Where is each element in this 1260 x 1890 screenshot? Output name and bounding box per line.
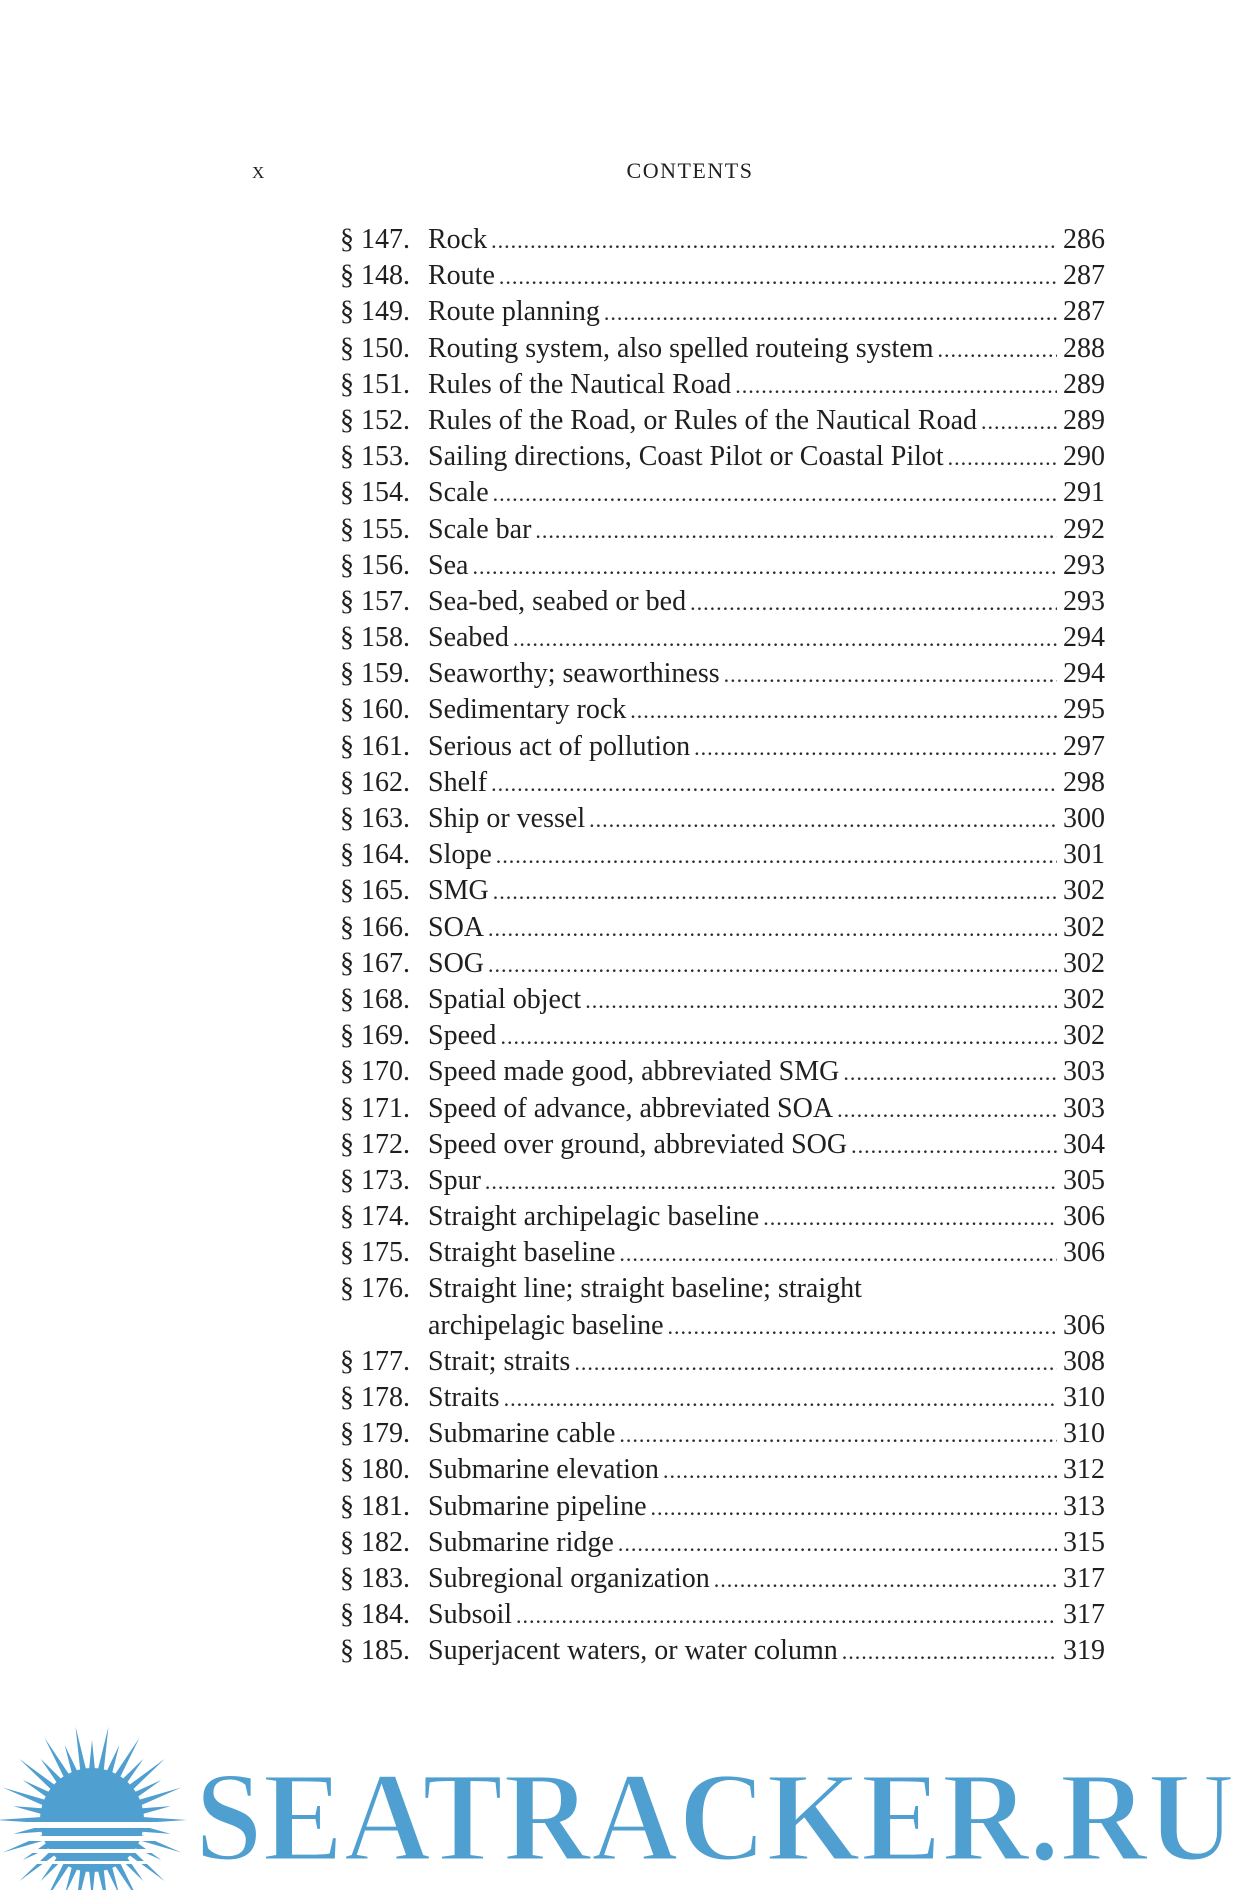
toc-entry[interactable] [340,548,1105,584]
dot-leader [630,693,1057,729]
section-number: § 165. [340,875,410,907]
toc-entry[interactable] [340,584,1105,620]
dot-leader [516,1598,1057,1634]
toc-entry[interactable] [340,910,1105,946]
entry-title: Straight line; straight baseline; straight [428,1273,862,1305]
toc-entry[interactable] [340,1199,1105,1235]
toc-entry[interactable] [340,222,1105,258]
entry-title: SOA [428,911,485,943]
entry-title: Serious act of pollution [428,730,691,762]
section-number: § 166. [340,911,410,943]
page-header [250,158,1130,188]
dot-leader [837,1092,1057,1128]
page-number: 291 [1063,477,1105,509]
section-number: § 177. [340,1345,410,1377]
table-of-contents [340,222,1105,1670]
section-number: § 180. [340,1454,410,1486]
sun-ray [106,1866,119,1890]
sun-ray [76,1869,87,1890]
entry-title: Route [428,260,495,292]
entry-title: Superjacent waters, or water column [428,1635,838,1667]
entry-title: SOG [428,947,485,979]
section-number: § 178. [340,1382,410,1413]
page-number: 313 [1063,1490,1105,1522]
toc-entry[interactable] [340,1091,1105,1127]
page-number: 317 [1063,1599,1105,1631]
dot-leader [496,838,1057,874]
toc-entry[interactable] [340,1452,1105,1488]
section-number: § 161. [340,730,410,762]
page-number: 297 [1063,730,1105,762]
entry-title: Routing system, also spelled routeing system [428,332,934,364]
dot-leader [694,730,1057,766]
toc-entry[interactable] [340,620,1105,656]
page-number: 298 [1063,766,1105,798]
section-number: § 185. [340,1635,410,1667]
entry-title: Speed over ground, abbreviated SOG [428,1128,848,1160]
page-number: 306 [1063,1237,1105,1269]
dot-leader [535,513,1057,549]
dot-leader [938,332,1057,368]
toc-entry[interactable] [340,1416,1105,1452]
section-number: § 168. [340,983,410,1015]
page-number: 305 [1063,1164,1105,1196]
page-number: 290 [1063,441,1105,473]
section-number: § 147. [340,224,410,255]
watermark-text: SEATRACKER.RU [195,1746,1235,1888]
toc-entry[interactable] [340,692,1105,728]
entry-title: Seabed [428,622,509,654]
toc-entry[interactable] [340,946,1105,982]
toc-entry[interactable] [340,873,1105,909]
dot-leader [842,1634,1057,1670]
section-number: § 163. [340,803,410,834]
sun-ray [98,1869,109,1890]
toc-entry[interactable] [340,656,1105,692]
sun-ray [114,1738,139,1779]
sun-ray [76,1726,87,1771]
entry-title: Sailing directions, Coast Pilot or Coastal Pilot [428,441,944,473]
dot-leader [618,1526,1057,1562]
sunburst-icon [0,1726,187,1890]
dot-leader [499,259,1057,295]
sun-ray [141,1806,171,1814]
dot-leader [493,874,1057,910]
dot-leader [714,1562,1057,1598]
toc-entry[interactable] [340,1163,1105,1199]
sun-ray [65,1866,78,1890]
section-number: § 169. [340,1020,410,1052]
sun-ray [19,1759,55,1790]
entry-title: Slope [428,839,492,871]
sun-ray [89,1870,95,1890]
toc-entry[interactable] [340,439,1105,475]
section-number: § 183. [340,1562,410,1594]
section-number: § 173. [340,1164,410,1196]
sun-ray [45,1738,70,1779]
page-number: 287 [1063,296,1105,328]
dot-leader [472,549,1057,585]
entry-title: archipelagic baseline [428,1309,664,1341]
sun-ray [19,1850,55,1881]
page-number: x [252,158,266,184]
dot-leader [604,295,1057,331]
toc-entry[interactable] [340,367,1105,403]
page-number: 303 [1063,1092,1105,1124]
dot-leader [668,1309,1057,1345]
page-number: 294 [1063,622,1105,654]
page-number: 306 [1063,1309,1105,1341]
entry-title: Speed made good, abbreviated SMG [428,1056,840,1088]
page-number: 292 [1063,513,1105,545]
toc-entry[interactable] [340,1525,1105,1561]
dot-leader [500,1019,1057,1055]
section-number: § 154. [340,477,410,509]
sun-ray [13,1806,43,1814]
sun-ray [45,1862,70,1890]
dot-leader [589,802,1057,838]
toc-entry[interactable] [340,982,1105,1018]
page-number: 312 [1063,1454,1105,1486]
entry-title: Submarine cable [428,1418,616,1450]
entry-title: Speed [428,1020,497,1052]
dot-leader [948,440,1057,476]
entry-title: Straits [428,1382,500,1413]
dot-leader [843,1055,1057,1091]
page-number: 302 [1063,875,1105,907]
page-number: 293 [1063,585,1105,617]
toc-entry[interactable] [340,1380,1105,1416]
page-number: 286 [1063,224,1105,255]
entry-title: Subregional organization [428,1562,710,1594]
dot-leader [651,1490,1057,1526]
page-number: 306 [1063,1201,1105,1233]
sun-ray [89,1740,95,1770]
entry-title: Submarine ridge [428,1526,614,1558]
dot-leader [585,983,1057,1019]
entry-title: Rock [428,224,488,255]
page-number: 317 [1063,1562,1105,1594]
entry-title: Spur [428,1164,481,1196]
entry-title: Seaworthy; seaworthiness [428,658,720,690]
section-number: § 158. [340,622,410,654]
entry-title: Rules of the Road, or Rules of the Nautical Road [428,404,977,436]
section-number: § 153. [340,441,410,473]
dot-leader [851,1128,1057,1164]
dot-leader [488,947,1057,983]
section-number: § 164. [340,839,410,871]
dot-leader [491,766,1057,802]
toc-entry[interactable] [340,1127,1105,1163]
section-number: § 151. [340,368,410,400]
section-number: § 159. [340,658,410,690]
page-number: 300 [1063,803,1105,834]
section-number: § 175. [340,1237,410,1269]
page-number: 287 [1063,260,1105,292]
page-number: 289 [1063,368,1105,400]
dot-leader [491,223,1057,259]
toc-entry[interactable] [340,1597,1105,1633]
section-number: § 160. [340,694,410,726]
entry-title: Scale [428,477,489,509]
section-number: § 150. [340,332,410,364]
toc-entry[interactable] [340,1235,1105,1271]
section-number: § 182. [340,1526,410,1558]
dot-leader [619,1417,1057,1453]
entry-title: Ship or vessel [428,803,586,834]
section-number: § 167. [340,947,410,979]
dot-leader [513,621,1057,657]
entry-title: Spatial object [428,983,582,1015]
dot-leader [735,368,1057,404]
entry-title: Subsoil [428,1599,513,1631]
toc-entry[interactable] [340,512,1105,548]
section-number: § 156. [340,549,410,581]
section-number: § 179. [340,1418,410,1450]
sun-ray [128,1850,164,1881]
toc-entry[interactable] [340,1344,1105,1380]
toc-entry[interactable] [340,1489,1105,1525]
page-number: 315 [1063,1526,1105,1558]
entry-title: Sea-bed, seabed or bed [428,585,687,617]
section-number: § 184. [340,1599,410,1631]
entry-title: Straight archipelagic baseline [428,1201,760,1233]
page-number: 302 [1063,983,1105,1015]
dot-leader [724,657,1057,693]
entry-title: Scale bar [428,513,532,545]
dot-leader [981,404,1057,440]
dot-leader [763,1200,1057,1236]
page-number: 303 [1063,1056,1105,1088]
toc-entry[interactable] [340,258,1105,294]
toc-entry[interactable] [340,403,1105,439]
page-number: 304 [1063,1128,1105,1160]
entry-title: Straight baseline [428,1237,616,1269]
sun-ray [114,1862,139,1890]
section-number: § 172. [340,1128,410,1160]
entry-title: Submarine pipeline [428,1490,647,1522]
page-number: 310 [1063,1418,1105,1450]
toc-entry[interactable] [340,729,1105,765]
entry-title: SMG [428,875,489,907]
dot-leader [493,476,1057,512]
page-number: 295 [1063,694,1105,726]
page-number: 308 [1063,1345,1105,1377]
toc-entry[interactable] [340,1271,1105,1343]
page-number: 288 [1063,332,1105,364]
entry-title: Speed of advance, abbreviated SOA [428,1092,834,1124]
toc-entry[interactable] [340,801,1105,837]
section-number: § 171. [340,1092,410,1124]
page-number: 302 [1063,911,1105,943]
entry-title: Rules of the Nautical Road [428,368,732,400]
dot-leader [619,1236,1057,1272]
dot-leader [488,911,1057,947]
running-title: CONTENTS [626,158,754,183]
page-number: 310 [1063,1382,1105,1413]
section-number: § 162. [340,766,410,798]
entry-title: Strait; straits [428,1345,571,1377]
toc-entry[interactable] [340,1633,1105,1669]
dot-leader [690,585,1057,621]
toc-entry[interactable] [340,475,1105,511]
section-number: § 148. [340,260,410,292]
entry-title: Submarine elevation [428,1454,659,1486]
entry-title: Sea [428,549,469,581]
toc-entry[interactable] [340,294,1105,330]
page-number: 319 [1063,1635,1105,1667]
dot-leader [574,1345,1057,1381]
section-number: § 157. [340,585,410,617]
sun-ray [98,1726,109,1771]
section-number: § 149. [340,296,410,328]
sun-ray [65,1745,78,1774]
page-number: 301 [1063,839,1105,871]
toc-entry[interactable] [340,1018,1105,1054]
entry-title: Shelf [428,766,488,798]
sun-ray [106,1745,119,1774]
section-number: § 174. [340,1201,410,1233]
watermark [0,1705,1260,1890]
dot-leader [504,1381,1057,1417]
page-number: 294 [1063,658,1105,690]
section-number: § 170. [340,1056,410,1088]
page-number: 289 [1063,404,1105,436]
toc-entry[interactable] [340,1561,1105,1597]
toc-entry[interactable] [340,1054,1105,1090]
dot-leader [663,1453,1057,1489]
page-number: 302 [1063,947,1105,979]
page-number: 302 [1063,1020,1105,1052]
section-number: § 152. [340,404,410,436]
sun-ray [128,1759,164,1790]
toc-entry[interactable] [340,331,1105,367]
page-number: 293 [1063,549,1105,581]
section-number: § 155. [340,513,410,545]
toc-entry[interactable] [340,837,1105,873]
section-number: § 176. [340,1273,410,1305]
dot-leader [485,1164,1057,1200]
entry-title: Route planning [428,296,600,328]
entry-title: Sedimentary rock [428,694,627,726]
toc-entry[interactable] [340,765,1105,801]
section-number: § 181. [340,1490,410,1522]
